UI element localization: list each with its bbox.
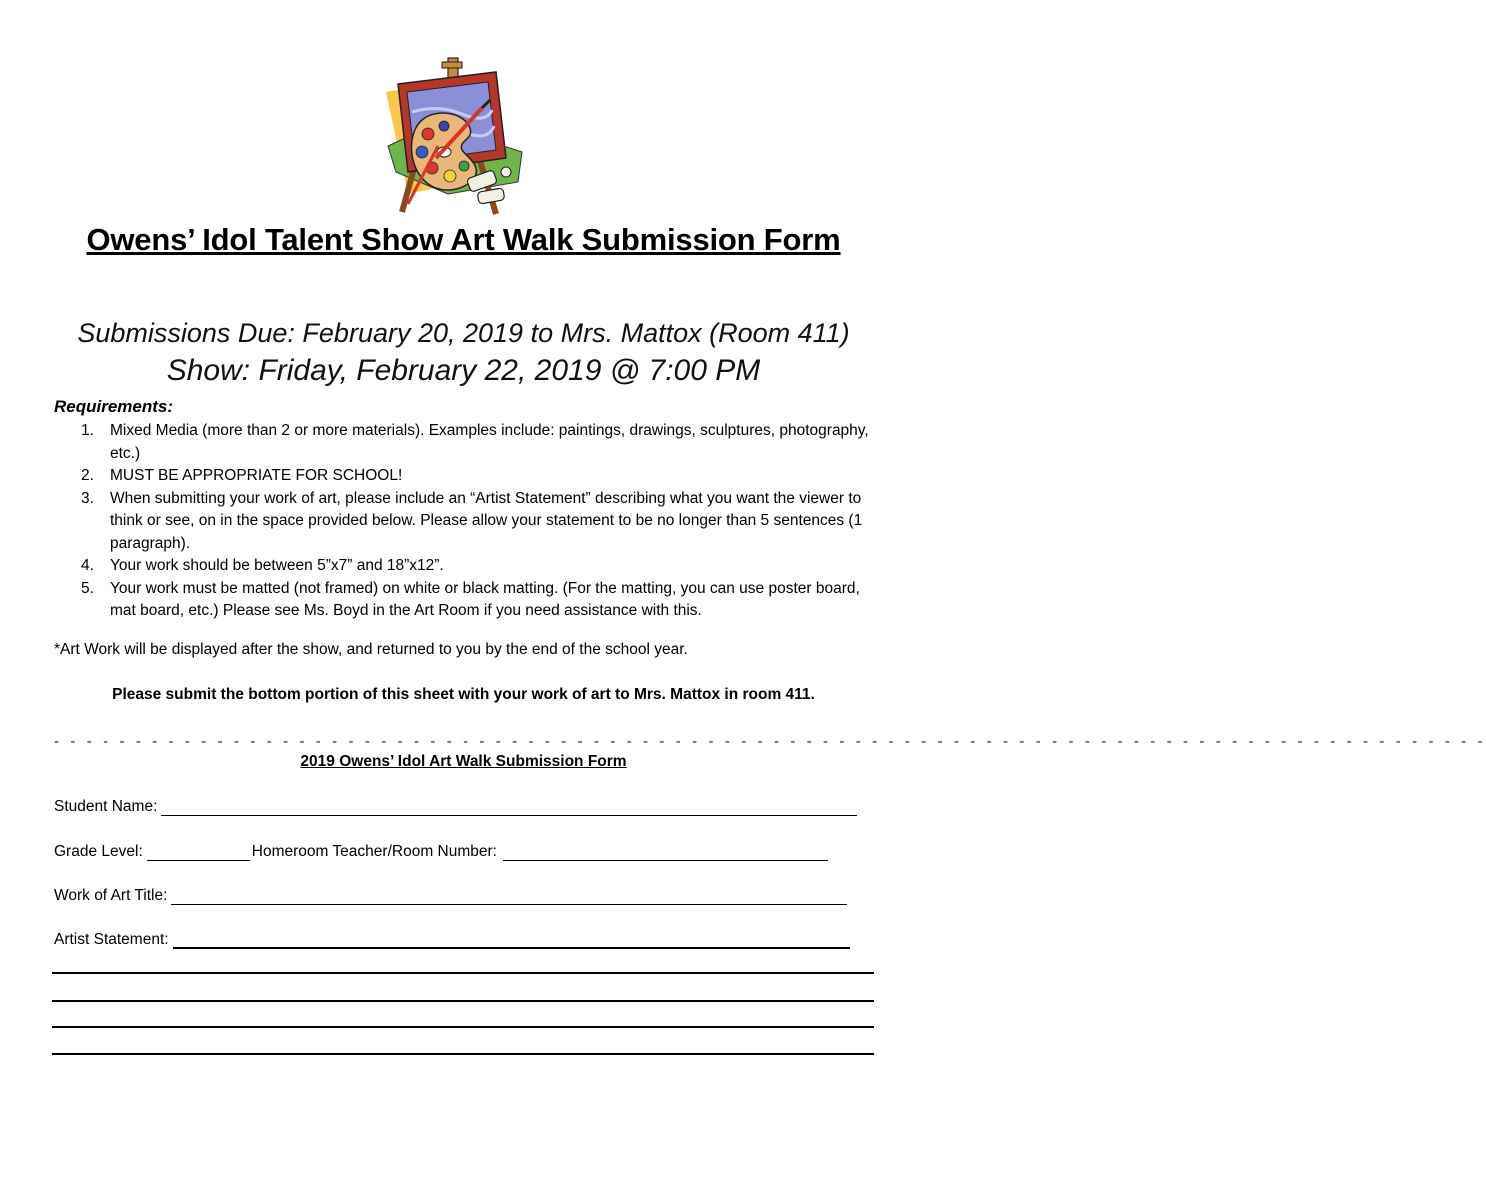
student-name-label: Student Name:	[54, 798, 158, 815]
art-title-field[interactable]	[171, 890, 847, 905]
student-name-row	[54, 798, 857, 816]
list-number: 4.	[81, 557, 94, 574]
grade-level-field[interactable]	[147, 846, 250, 861]
list-text: Your work should be between 5”x7” and 18”x12”.	[110, 557, 444, 574]
list-text: Mixed Media (more than 2 or more materials). Examples include: paintings, drawings, sculptures, photography, etc.)	[110, 422, 869, 462]
list-number: 3.	[81, 489, 94, 507]
show-date: Show: Friday, February 22, 2019 @ 7:00 PM	[166, 354, 761, 387]
statement-line[interactable]	[52, 972, 874, 974]
list-text: MUST BE APPROPRIATE FOR SCHOOL!	[110, 467, 403, 484]
list-item	[54, 578, 874, 623]
list-number: 2.	[81, 467, 94, 484]
grade-level-label: Grade Level:	[54, 843, 143, 860]
art-title-row	[54, 887, 847, 905]
artist-statement-row	[54, 931, 850, 949]
list-number: 1.	[81, 422, 94, 439]
statement-line[interactable]	[52, 1026, 874, 1028]
art-title-label: Work of Art Title:	[54, 887, 168, 904]
list-text: When submitting your work of art, please include an “Artist Statement” describing what you want the viewer to think or see, on in the space provided below. Please allow your statement to be no longer than 5 sentences (1 paragraph).	[110, 489, 863, 552]
cut-line: - - - - - - - - - - - - - - - - - - - - - - - - - - - - - - - - - - - - - - - - - - - - - - - - - - - - - - - - - - - - - - - - - - - - - - - - - - - - - - - - - - - - - - - -	[54, 733, 1486, 750]
list-item	[54, 488, 874, 556]
list-item	[54, 465, 874, 488]
submissions-due: Submissions Due: February 20, 2019 to Mrs. Mattox (Room 411)	[77, 318, 850, 348]
form-title: 2019 Owens’ Idol Art Walk Submission Form	[300, 753, 627, 770]
submit-instructions: Please submit the bottom portion of this sheet with your work of art to Mrs. Mattox in room 411.	[112, 686, 815, 703]
display-note: *Art Work will be displayed after the show, and returned to you by the end of the school year.	[54, 641, 688, 658]
list-item	[54, 420, 874, 465]
grade-row	[54, 843, 828, 861]
statement-line[interactable]	[52, 1000, 874, 1002]
requirements-heading: Requirements:	[54, 397, 174, 416]
page-title: Owens’ Idol Talent Show Art Walk Submission Form	[86, 222, 841, 257]
student-name-field[interactable]	[161, 801, 857, 816]
homeroom-label: Homeroom Teacher/Room Number:	[251, 843, 497, 860]
statement-line[interactable]	[52, 1053, 874, 1055]
list-number: 5.	[81, 579, 94, 597]
homeroom-field[interactable]	[503, 846, 828, 861]
requirements-list	[54, 420, 874, 623]
artist-statement-label: Artist Statement:	[54, 931, 169, 948]
artist-statement-field[interactable]	[173, 933, 850, 949]
easel-palette-icon	[378, 54, 528, 224]
list-text: Your work must be matted (not framed) on white or black matting. (For the matting, you can use poster board, mat board, etc.) Please see Ms. Boyd in the Art Room if you need assistance with this.	[110, 579, 860, 619]
list-item	[54, 555, 874, 578]
